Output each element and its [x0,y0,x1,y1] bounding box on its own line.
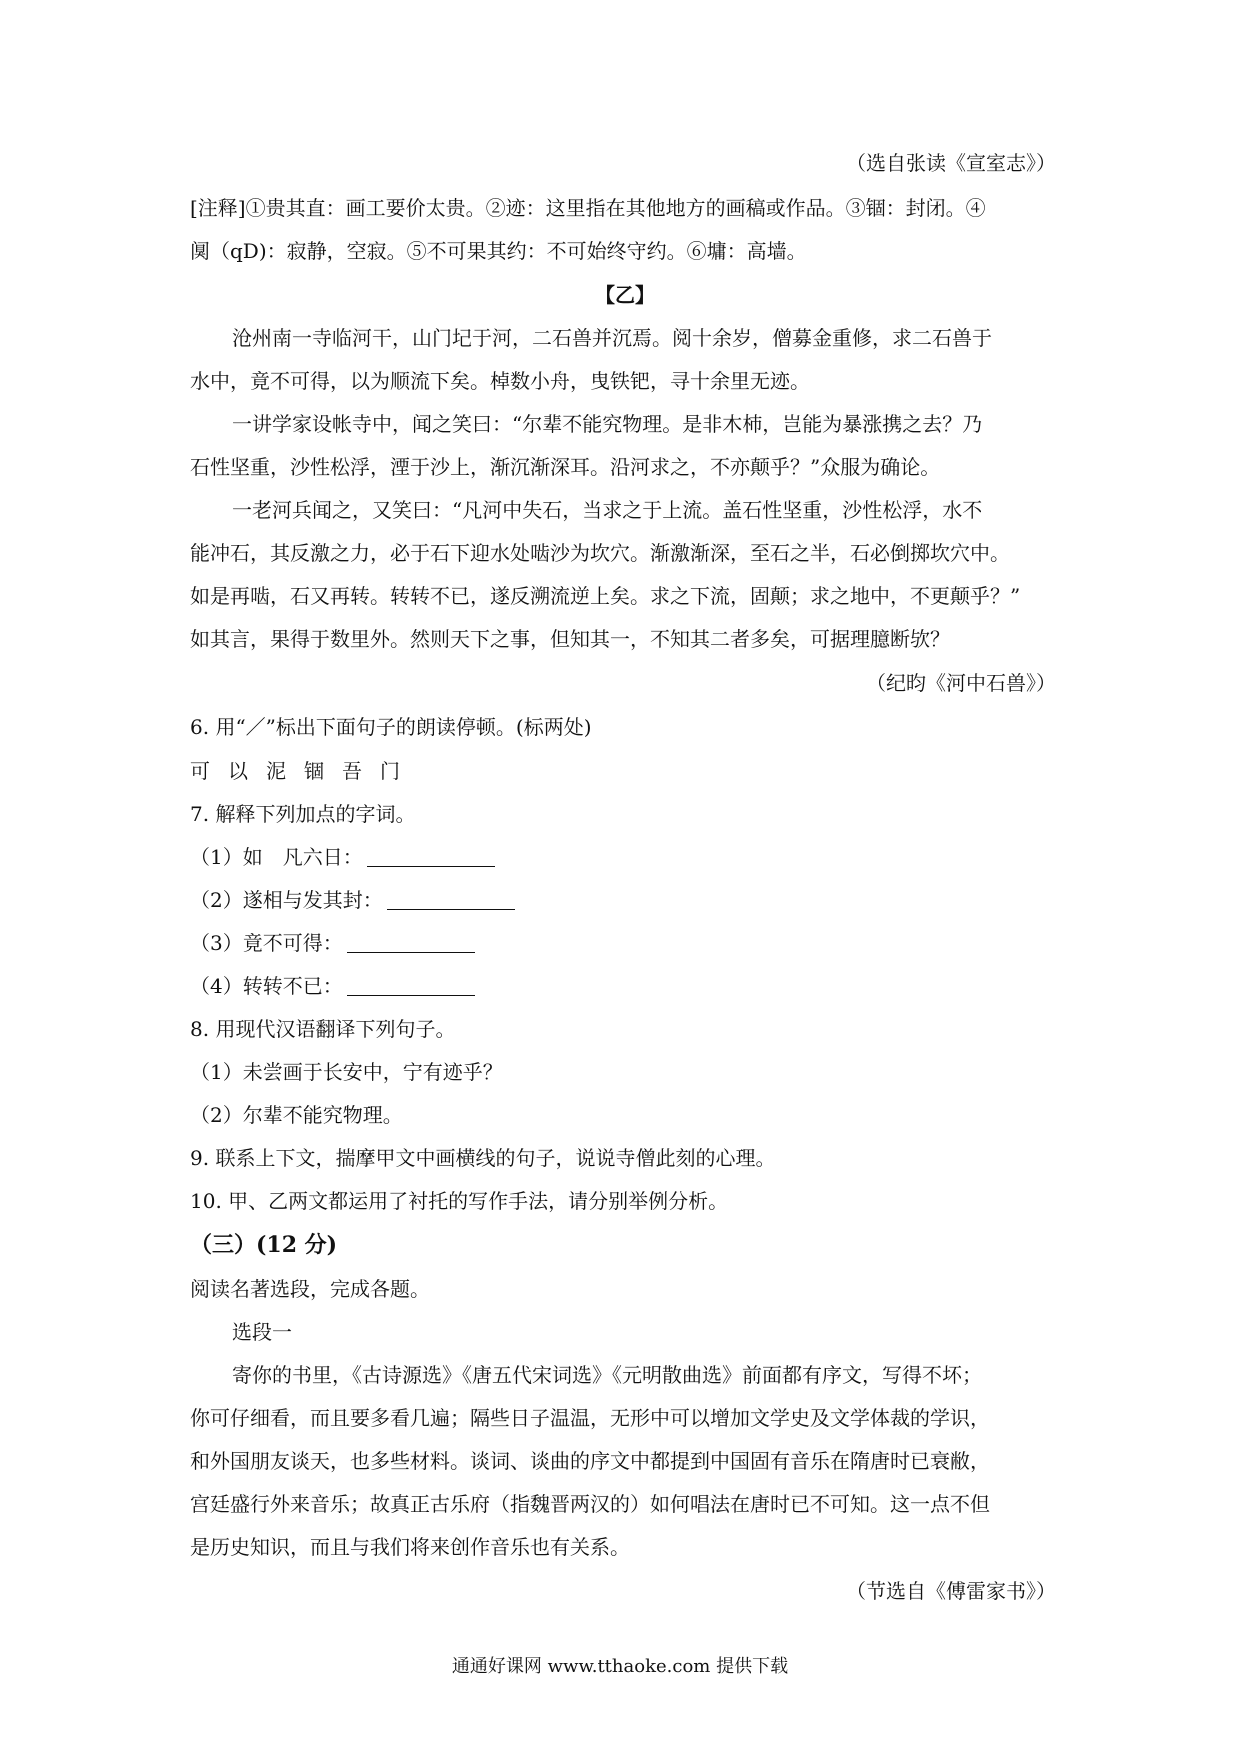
question-6-sentence: 可以泥锢吾门 [190,759,418,783]
question-7-item [190,928,1060,958]
question-8-item: （1）未尝画于长安中，宁有迹乎？ [190,1060,503,1084]
heading-yi: 【乙】 [595,283,655,307]
source-yi: （纪昀《河中石兽》） [866,671,1056,695]
question-9: 9. 联系上下文，揣摩甲文中画横线的句子，说说寺僧此刻的心理。 [190,1146,776,1170]
question-7-item-text: （2）遂相与发其封： [190,888,383,912]
footer: 通通好课网 www.tthaoke.com 提供下载 [451,1656,789,1677]
answer-blank[interactable] [347,975,475,996]
notes-line-2: 阒（qD)：寂静，空寂。⑤不可果其约：不可始终守约。⑥墉：高墙。 [190,239,807,263]
section-3-heading: （三）(12 分) [190,1232,338,1258]
excerpt-line: 寄你的书里，《古诗源选》《唐五代宋词选》《元明散曲选》前面都有序文，写得不坏； [232,1363,982,1387]
yi-paragraph-line: 如其言，果得于数里外。然则天下之事，但知其一，不知其二者多矣，可据理臆断欤？ [190,627,950,651]
yi-paragraph-line: 石性坚重，沙性松浮，湮于沙上，渐沉渐深耳。沿河求之，不亦颠乎？”众服为确论。 [190,455,941,479]
source-excerpt: （节选自《傅雷家书》） [846,1579,1056,1603]
yi-paragraph-line: 如是再啮，石又再转。转转不已，遂反溯流逆上矣。求之下流，固颠；求之地中，不更颠乎？” [190,584,1021,608]
question-6: 6. 用“／”标出下面句子的朗读停顿。(标两处) [190,715,592,739]
excerpt-label: 选段一 [232,1320,292,1344]
instruction: 阅读名著选段，完成各题。 [190,1277,430,1301]
question-7: 7. 解释下列加点的字词。 [190,802,416,826]
excerpt-line: 你可仔细看，而且要多看几遍；隔些日子温温，无形中可以增加文学史及文学体裁的学识， [190,1406,990,1430]
answer-blank[interactable] [367,846,495,867]
question-7-item-text: （4）转转不已： [190,974,343,998]
yi-paragraph-line: 一老河兵闻之，又笑曰：“凡河中失石，当求之于上流。盖石性坚重，沙性松浮，水不 [232,498,983,522]
excerpt-line: 和外国朋友谈天，也多些材料。谈词、谈曲的序文中都提到中国固有音乐在隋唐时已衰敝， [190,1449,990,1473]
yi-paragraph-line: 沧州南一寺临河干，山门圮于河，二石兽并沉焉。阅十余岁，僧募金重修，求二石兽于 [232,326,992,350]
yi-paragraph-line: 能冲石，其反激之力，必于石下迎水处啮沙为坎穴。渐激渐深，至石之半，石必倒掷坎穴中。 [190,541,1010,565]
yi-paragraph-line: 水中，竟不可得，以为顺流下矣。棹数小舟，曳铁钯，寻十余里无迹。 [190,369,810,393]
answer-blank[interactable] [387,889,515,910]
yi-paragraph-line: 一讲学家设帐寺中，闻之笑曰：“尔辈不能究物理。是非木杮，岂能为暴涨携之去？乃 [232,412,983,436]
question-7-item-text: （1）如 凡六日： [190,845,363,869]
question-7-item [190,971,1060,1001]
question-8: 8. 用现代汉语翻译下列句子。 [190,1017,456,1041]
question-7-item [190,885,1060,915]
notes-line-1: [注释]①贵其直：画工要价太贵。②迹：这里指在其他地方的画稿或作品。③锢：封闭。④ [190,196,986,220]
excerpt-line: 宫廷盛行外来音乐；故真正古乐府（指魏晋两汉的）如何唱法在唐时已不可知。这一点不但 [190,1492,990,1516]
question-8-item: （2）尔辈不能究物理。 [190,1103,403,1127]
excerpt-line: 是历史知识，而且与我们将来创作音乐也有关系。 [190,1535,630,1559]
answer-blank[interactable] [347,932,475,953]
question-7-item-text: （3）竟不可得： [190,931,343,955]
question-7-item [190,842,1060,872]
source-jia: （选自张读《宣室志》） [846,151,1056,175]
question-10: 10. 甲、乙两文都运用了衬托的写作手法，请分别举例分析。 [190,1189,729,1213]
